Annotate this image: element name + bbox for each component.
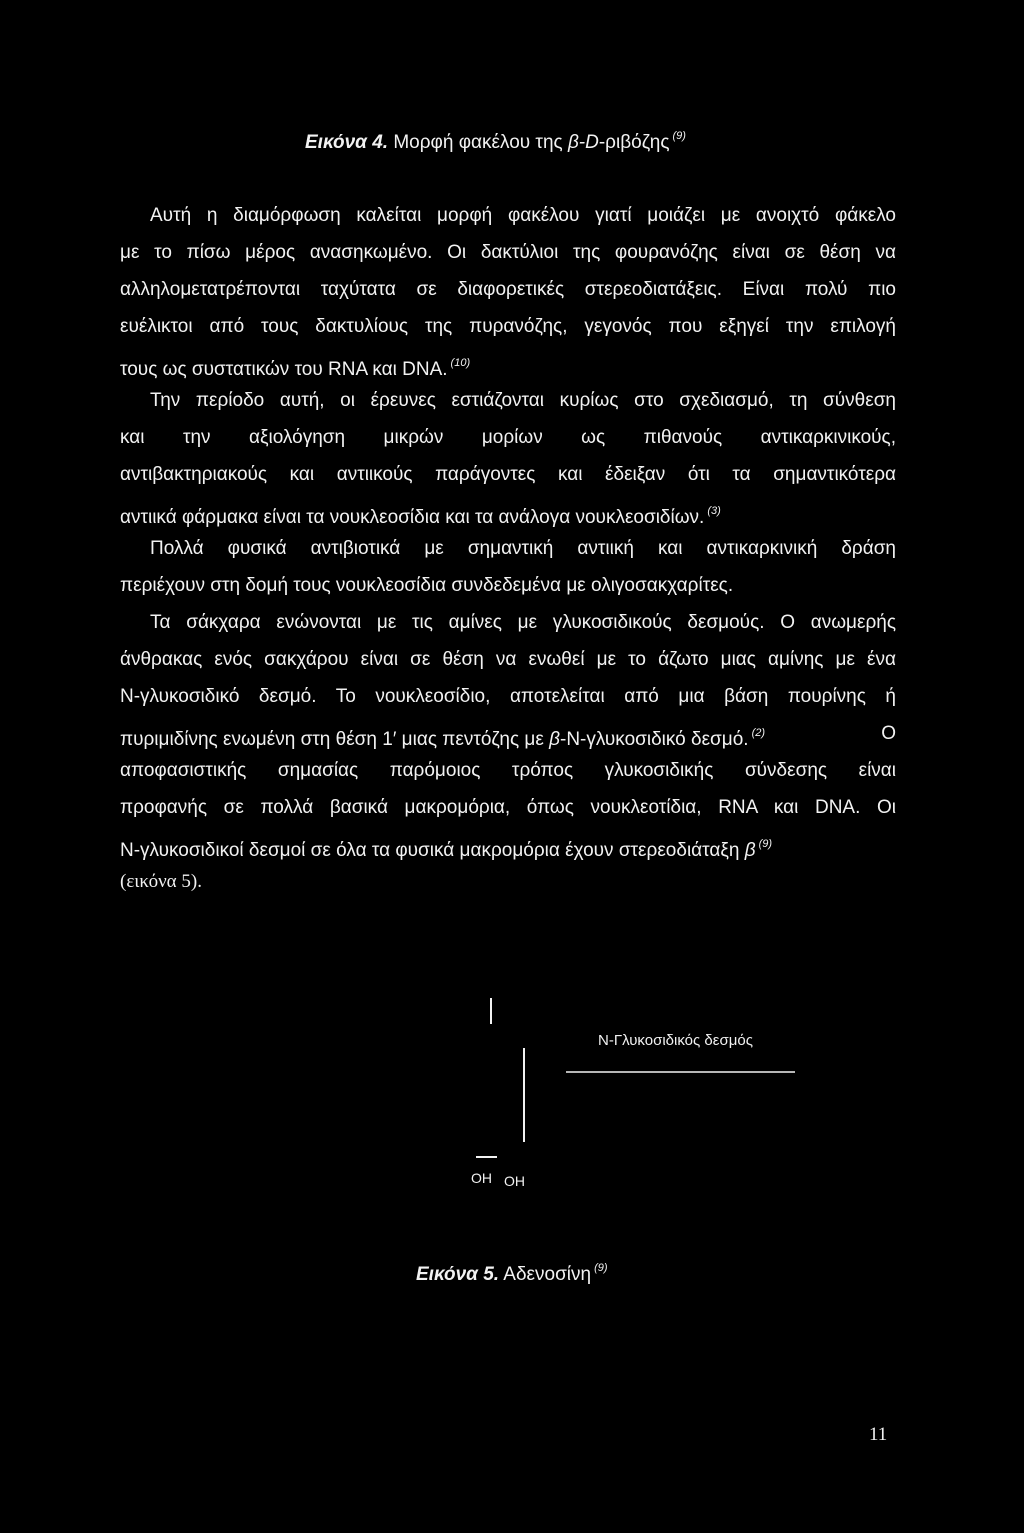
paragraph-4-line-3: Ν-γλυκοσιδικό δεσμό. Το νουκλεοσίδιο, αποτελείται από μια βάση πουρίνης ή bbox=[120, 686, 896, 707]
paragraph-2-line-3: αντιβακτηριακούς και αντιικούς παράγοντες και έδειξαν ότι τα σημαντικότερα bbox=[120, 464, 896, 485]
hydroxyl-right-label: OH bbox=[504, 1173, 525, 1189]
figure-5-diagram bbox=[0, 990, 1024, 1200]
body-text bbox=[120, 197, 896, 900]
paragraph-1-line-2: με το πίσω μέρος ανασηκωμένο. Οι δακτύλιοι της φουρανόζης είναι σε θέση να bbox=[120, 242, 896, 263]
paragraph-2-reference: (3) bbox=[707, 505, 721, 517]
paragraph-2-line-1: Την περίοδο αυτή, οι έρευνες εστιάζονται κυρίως στο σχεδιασμό, τη σύνθεση bbox=[150, 390, 896, 411]
paragraph-1-line-1: Αυτή η διαμόρφωση καλείται μορφή φακέλου γιατί μοιάζει με ανοιχτό φάκελο bbox=[150, 205, 896, 226]
paragraph-4-line-7 bbox=[120, 826, 896, 863]
paragraph-4-line-1: Τα σάκχαρα ενώνονται με τις αμίνες με γλυκοσιδικούς δεσμούς. Ο ανωμερής bbox=[150, 612, 896, 633]
figure-4-label: Εικόνα 4. bbox=[305, 132, 389, 153]
paragraph-4-line-4-end: -Ν-γλυκοσιδικό δεσμό. bbox=[560, 729, 749, 750]
figure-5-label: Εικόνα 5. bbox=[416, 1264, 500, 1285]
paragraph-4-line-4-tail: Ο bbox=[881, 723, 896, 744]
paragraph-4-line-5: αποφασιστικής σημασίας παρόμοιος τρόπος γλυκοσιδικής σύνδεσης είναι bbox=[120, 760, 896, 781]
paragraph-4-line-2: άνθρακας ενός σακχάρου είναι σε θέση να ενωθεί με το άζωτο μιας αμίνης με ένα bbox=[120, 649, 896, 670]
figure-4-title-italic: β-D bbox=[567, 132, 599, 153]
figure-4-title-start: Μορφή φακέλου της bbox=[393, 132, 568, 153]
paragraph-1-line-3: αλληλομετατρέπονται ταχύτατα σε διαφορετικές στερεοδιατάξεις. Είναι πολύ πιο bbox=[120, 279, 896, 300]
paragraph-4-line-4-start: πυριμιδίνης ενωμένη στη θέση 1′ μιας πεντόζης με bbox=[120, 729, 550, 750]
paragraph-4-line-6: προφανής σε πολλά βασικά μακρομόρια, όπως νουκλεοτίδια, RNA και DNA. Οι bbox=[120, 797, 896, 818]
figure-5-caption bbox=[416, 1262, 608, 1286]
figure-5-reference: (9) bbox=[594, 1262, 608, 1274]
glycosidic-bond-label: Ν-Γλυκοσιδικός δεσμός bbox=[598, 1032, 753, 1049]
paragraph-2-line-4 bbox=[120, 493, 896, 530]
paragraph-2-line-2: και την αξιολόγηση μικρών μορίων ως πιθανούς αντικαρκινικούς, bbox=[120, 427, 896, 448]
figure-4-reference: (9) bbox=[672, 130, 686, 142]
paragraph-4-line-4-reference: (2) bbox=[751, 727, 766, 739]
paragraph-4-line-4 bbox=[120, 715, 896, 752]
paragraph-3-line-1: Πολλά φυσικά αντιβιοτικά με σημαντική αντιική και αντικαρκινική δράση bbox=[150, 538, 896, 559]
paragraph-1-line-4: ευέλικτοι από τους δακτυλίους της πυρανόζης, γεγονός που εξηγεί την επιλογή bbox=[120, 316, 896, 337]
paragraph-1-reference: (10) bbox=[450, 357, 471, 369]
paragraph-2-line-4-text: αντιικά φάρμακα είναι τα νουκλεοσίδια και τα ανάλογα νουκλεοσιδίων. bbox=[120, 507, 705, 528]
page-number: 11 bbox=[869, 1424, 888, 1445]
paragraph-4-line-4-main bbox=[120, 715, 765, 752]
paragraph-4-line-7-reference: (9) bbox=[758, 838, 773, 850]
paragraph-3-line-2: περιέχουν στη δομή τους νουκλεοσίδια συνδεδεμένα με ολιγοσακχαρίτες. bbox=[120, 575, 734, 596]
paragraph-4-line-7-text: Ν-γλυκοσιδικοί δεσμοί σε όλα τα φυσικά μακρομόρια έχουν στερεοδιάταξη bbox=[120, 840, 745, 861]
paragraph-4-line-7-italic: β bbox=[744, 840, 756, 861]
paragraph-1-line-5-text: τους ως συστατικών του RNA και DNA. bbox=[120, 359, 448, 380]
paragraph-1-line-5 bbox=[120, 345, 896, 382]
hydroxyl-left-label: OH bbox=[471, 1170, 492, 1186]
paragraph-4-line-8: (εικόνα 5). bbox=[120, 871, 202, 892]
figure-4-title-end: -ριβόζης bbox=[598, 132, 670, 153]
figure-5-title: Αδενοσίνη bbox=[503, 1264, 592, 1285]
figure-4-caption bbox=[305, 130, 686, 154]
adenosine-structure bbox=[0, 990, 1024, 1200]
paragraph-4-line-4-italic: β bbox=[549, 729, 560, 750]
